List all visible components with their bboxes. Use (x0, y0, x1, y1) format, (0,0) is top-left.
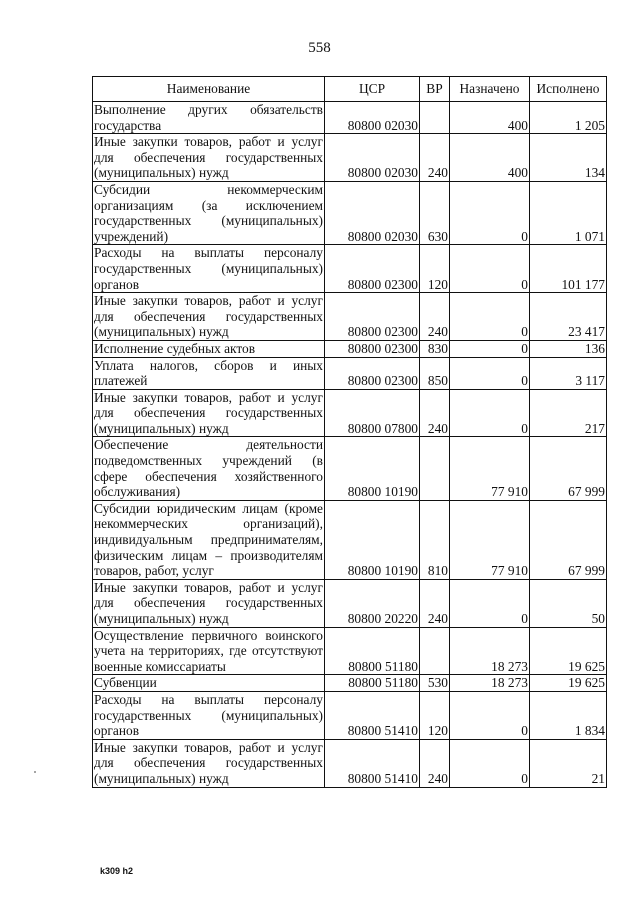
cell-executed: 1 071 (530, 181, 607, 244)
cell-executed: 217 (530, 389, 607, 437)
cell-executed: 19 625 (530, 627, 607, 675)
cell-vr (420, 102, 450, 134)
cell-vr: 810 (420, 500, 450, 579)
cell-vr: 120 (420, 691, 450, 739)
cell-csr: 80800 02300 (325, 245, 420, 293)
cell-executed: 134 (530, 134, 607, 182)
cell-assigned: 18 273 (450, 675, 530, 692)
cell-vr: 240 (420, 134, 450, 182)
footer-code: k309 h2 (100, 866, 134, 876)
cell-assigned: 0 (450, 181, 530, 244)
cell-executed: 101 177 (530, 245, 607, 293)
cell-vr: 240 (420, 739, 450, 787)
cell-assigned: 18 273 (450, 627, 530, 675)
cell-assigned: 0 (450, 340, 530, 357)
table-row (93, 389, 607, 437)
header-executed: Исполнено (530, 77, 607, 102)
table-row (93, 739, 607, 787)
cell-vr (420, 437, 450, 500)
table-row (93, 340, 607, 357)
cell-assigned: 0 (450, 357, 530, 389)
cell-csr: 80800 02300 (325, 340, 420, 357)
cell-executed: 23 417 (530, 293, 607, 341)
page-number: 558 (308, 40, 331, 56)
cell-name: Иные закупки товаров, работ и услуг для обеспечения государственных (муниципальных) нужд (94, 134, 323, 181)
cell-csr: 80800 51180 (325, 627, 420, 675)
cell-csr: 80800 51180 (325, 675, 420, 692)
header-name: Наименование (93, 77, 325, 102)
cell-executed: 136 (530, 340, 607, 357)
cell-assigned: 400 (450, 134, 530, 182)
cell-name: Исполнение судебных актов (93, 340, 325, 357)
cell-csr: 80800 51410 (325, 739, 420, 787)
cell-assigned: 0 (450, 691, 530, 739)
table-row (93, 437, 607, 500)
cell-name: Иные закупки товаров, работ и услуг для обеспечения государственных (муниципальных) нужд (94, 293, 323, 340)
cell-executed: 67 999 (530, 500, 607, 579)
cell-csr: 80800 10190 (325, 437, 420, 500)
table-header-row (93, 77, 607, 102)
budget-table (92, 76, 607, 788)
table-row (93, 691, 607, 739)
table-row (93, 102, 607, 134)
cell-csr: 80800 07800 (325, 389, 420, 437)
header-vr: ВР (420, 77, 450, 102)
cell-name: Субсидии юридическим лицам (кроме некоммерческих организаций), индивидуальным предпринимателям, физическим лицам – производителям товаров, работ, услуг (94, 500, 323, 579)
table-row (93, 627, 607, 675)
cell-name: Расходы на выплаты персоналу государственных (муниципальных) органов (94, 691, 323, 739)
cell-assigned: 0 (450, 579, 530, 627)
cell-name: Иные закупки товаров, работ и услуг для обеспечения государственных (муниципальных) нужд (94, 739, 323, 786)
stray-mark (34, 771, 36, 773)
cell-name: Субвенции (93, 675, 325, 692)
cell-assigned: 77 910 (450, 437, 530, 500)
cell-vr: 850 (420, 357, 450, 389)
cell-assigned: 0 (450, 293, 530, 341)
table-row (93, 293, 607, 341)
cell-vr: 240 (420, 293, 450, 341)
cell-vr: 240 (420, 579, 450, 627)
cell-assigned: 400 (450, 102, 530, 134)
table-row (93, 181, 607, 244)
cell-csr: 80800 02030 (325, 102, 420, 134)
cell-assigned: 0 (450, 389, 530, 437)
cell-executed: 67 999 (530, 437, 607, 500)
cell-vr: 240 (420, 389, 450, 437)
cell-vr: 120 (420, 245, 450, 293)
cell-executed: 1 834 (530, 691, 607, 739)
cell-csr: 80800 10190 (325, 500, 420, 579)
cell-assigned: 0 (450, 739, 530, 787)
cell-csr: 80800 02030 (325, 181, 420, 244)
table-row (93, 675, 607, 692)
header-assigned: Назначено (450, 77, 530, 102)
cell-name: Уплата налогов, сборов и иных платежей (94, 357, 323, 389)
cell-name: Субсидии некоммерческим организациям (за исключением государственных (муниципальных) учреждений) (94, 181, 323, 244)
cell-executed: 19 625 (530, 675, 607, 692)
cell-name: Обеспечение деятельности подведомственных учреждений (в сфере обеспечения хозяйственного обслуживания) (94, 437, 323, 500)
cell-vr (420, 627, 450, 675)
cell-csr: 80800 02030 (325, 134, 420, 182)
cell-executed: 3 117 (530, 357, 607, 389)
cell-name: Иные закупки товаров, работ и услуг для обеспечения государственных (муниципальных) нужд (94, 579, 323, 626)
cell-name: Осуществление первичного воинского учета на территориях, где отсутствуют военные комиссариаты (94, 627, 323, 674)
cell-csr: 80800 20220 (325, 579, 420, 627)
table-row (93, 134, 607, 182)
cell-name: Выполнение других обязательств государства (94, 102, 323, 133)
cell-name: Иные закупки товаров, работ и услуг для обеспечения государственных (муниципальных) нужд (94, 389, 323, 436)
table-body (93, 102, 607, 788)
header-csr: ЦСР (325, 77, 420, 102)
cell-csr: 80800 51410 (325, 691, 420, 739)
cell-executed: 21 (530, 739, 607, 787)
table-row (93, 500, 607, 579)
cell-vr: 630 (420, 181, 450, 244)
cell-name: Расходы на выплаты персоналу государственных (муниципальных) органов (94, 245, 323, 292)
cell-executed: 50 (530, 579, 607, 627)
cell-executed: 1 205 (530, 102, 607, 134)
table-row (93, 579, 607, 627)
cell-csr: 80800 02300 (325, 293, 420, 341)
cell-assigned: 77 910 (450, 500, 530, 579)
cell-assigned: 0 (450, 245, 530, 293)
cell-vr: 830 (420, 340, 450, 357)
cell-csr: 80800 02300 (325, 357, 420, 389)
table-row (93, 245, 607, 293)
cell-vr: 530 (420, 675, 450, 692)
table-row (93, 357, 607, 389)
